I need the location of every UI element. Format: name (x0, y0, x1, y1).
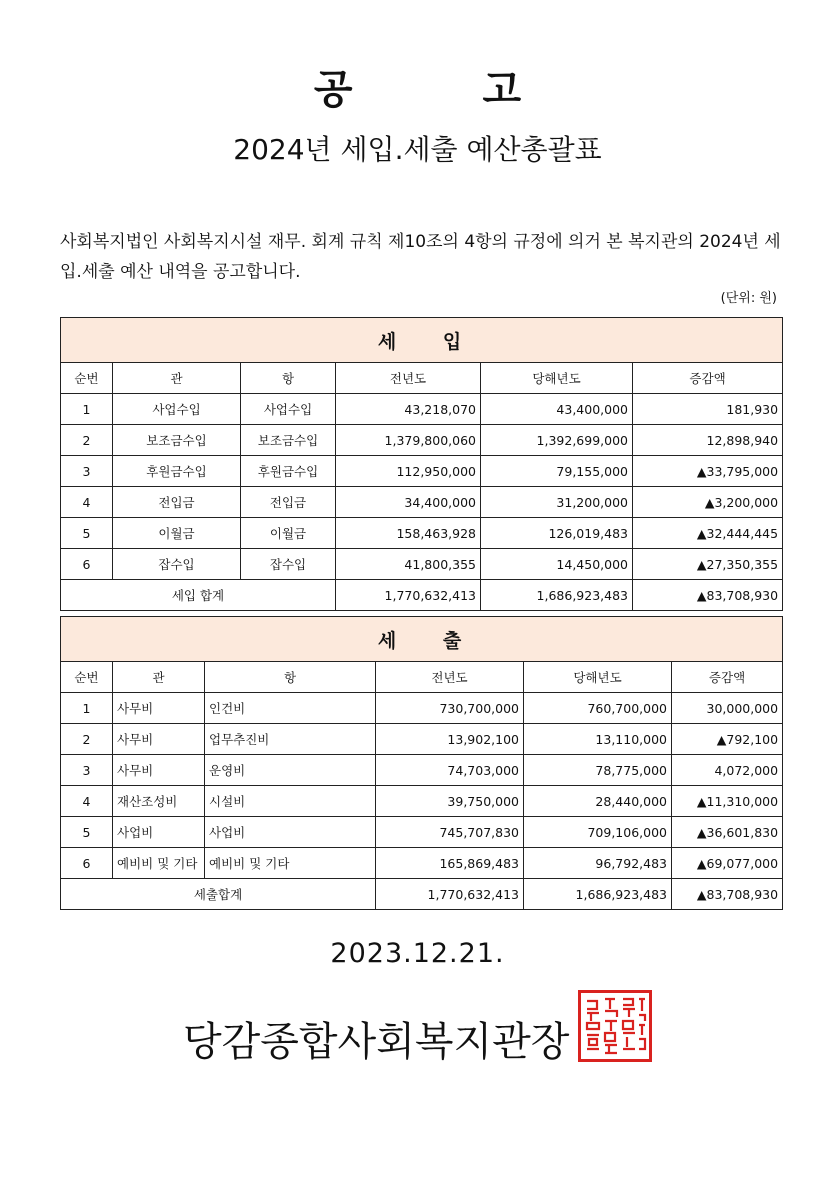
row-current-year: 126,019,483 (481, 518, 633, 549)
document-subtitle: 2024년 세입.세출 예산총괄표 (233, 133, 602, 166)
row-prev-year: 112,950,000 (336, 456, 481, 487)
row-prev-year: 1,379,800,060 (336, 425, 481, 456)
row-number: 6 (61, 549, 113, 580)
revenue-row (61, 425, 783, 456)
row-prev-year: 39,750,000 (376, 786, 524, 817)
row-number: 4 (61, 786, 113, 817)
notice-title: 공 고 (313, 67, 580, 113)
revenue-row (61, 549, 783, 580)
total-cell: 1,770,632,413 (336, 580, 481, 611)
col-header: 관 (113, 363, 241, 394)
organization-name: 당감종합사회복지관장 (183, 1019, 570, 1065)
revenue-section-header: 세 입 (61, 318, 783, 363)
row-change: ▲3,200,000 (633, 487, 783, 518)
col-header: 항 (205, 662, 376, 693)
row-number: 4 (61, 487, 113, 518)
row-gwan: 이월금 (113, 518, 241, 549)
revenue-table (60, 317, 783, 611)
row-hang: 예비비 및 기타 (205, 848, 376, 879)
col-header: 당해년도 (524, 662, 672, 693)
row-number: 6 (61, 848, 113, 879)
row-change: ▲792,100 (672, 724, 783, 755)
total-cell: 1,686,923,483 (524, 879, 672, 910)
row-prev-year: 13,902,100 (376, 724, 524, 755)
row-number: 5 (61, 518, 113, 549)
row-prev-year: 34,400,000 (336, 487, 481, 518)
revenue-total-row (61, 580, 783, 611)
expense-row (61, 693, 783, 724)
row-number: 3 (61, 755, 113, 786)
row-prev-year: 43,218,070 (336, 394, 481, 425)
col-header: 순번 (61, 662, 113, 693)
total-label: 세출합계 (61, 879, 376, 910)
row-hang: 운영비 (205, 755, 376, 786)
row-hang: 사업비 (205, 817, 376, 848)
total-cell: 1,770,632,413 (376, 879, 524, 910)
revenue-row (61, 456, 783, 487)
row-prev-year: 730,700,000 (376, 693, 524, 724)
row-current-year: 31,200,000 (481, 487, 633, 518)
row-hang: 시설비 (205, 786, 376, 817)
row-change: 181,930 (633, 394, 783, 425)
seal-icon (581, 993, 649, 1059)
expense-header-row (61, 662, 783, 693)
total-cell: 1,686,923,483 (481, 580, 633, 611)
row-change: 30,000,000 (672, 693, 783, 724)
row-gwan: 전입금 (113, 487, 241, 518)
row-hang: 이월금 (241, 518, 336, 549)
row-hang: 후원금수입 (241, 456, 336, 487)
total-label: 세입 합계 (61, 580, 336, 611)
row-gwan: 잡수입 (113, 549, 241, 580)
col-header: 증감액 (633, 363, 783, 394)
intro-paragraph: 사회복지법인 사회복지시설 재무. 회계 규칙 제10조의 4항의 규정에 의거 본 복지관의 2024년 세입.세출 예산 내역을 공고합니다. (60, 232, 781, 282)
notice-date: 2023.12.21. (330, 938, 505, 969)
revenue-row (61, 394, 783, 425)
row-change: 12,898,940 (633, 425, 783, 456)
col-header: 항 (241, 363, 336, 394)
expense-total-row (61, 879, 783, 910)
expense-row (61, 817, 783, 848)
row-change: ▲33,795,000 (633, 456, 783, 487)
expense-row (61, 786, 783, 817)
row-hang: 보조금수입 (241, 425, 336, 456)
total-cell: ▲83,708,930 (672, 879, 783, 910)
row-number: 2 (61, 724, 113, 755)
total-cell: ▲83,708,930 (633, 580, 783, 611)
row-number: 1 (61, 693, 113, 724)
row-current-year: 96,792,483 (524, 848, 672, 879)
row-gwan: 재산조성비 (113, 786, 205, 817)
row-hang: 잡수입 (241, 549, 336, 580)
row-change: ▲11,310,000 (672, 786, 783, 817)
row-current-year: 1,392,699,000 (481, 425, 633, 456)
col-header: 증감액 (672, 662, 783, 693)
col-header: 당해년도 (481, 363, 633, 394)
col-header: 관 (113, 662, 205, 693)
row-current-year: 13,110,000 (524, 724, 672, 755)
row-change: ▲32,444,445 (633, 518, 783, 549)
row-hang: 업무추진비 (205, 724, 376, 755)
row-hang: 사업수입 (241, 394, 336, 425)
row-number: 1 (61, 394, 113, 425)
row-gwan: 후원금수입 (113, 456, 241, 487)
row-hang: 전입금 (241, 487, 336, 518)
expense-row (61, 755, 783, 786)
expense-row (61, 724, 783, 755)
row-gwan: 사업비 (113, 817, 205, 848)
unit-label: (단위: 원) (720, 291, 777, 306)
row-number: 5 (61, 817, 113, 848)
expense-section-header: 세 출 (61, 617, 783, 662)
row-hang: 인건비 (205, 693, 376, 724)
row-current-year: 78,775,000 (524, 755, 672, 786)
row-prev-year: 74,703,000 (376, 755, 524, 786)
row-gwan: 사무비 (113, 693, 205, 724)
expense-row (61, 848, 783, 879)
row-change: 4,072,000 (672, 755, 783, 786)
row-prev-year: 158,463,928 (336, 518, 481, 549)
expense-table (60, 616, 783, 910)
row-gwan: 사업수입 (113, 394, 241, 425)
row-number: 2 (61, 425, 113, 456)
row-gwan: 사무비 (113, 724, 205, 755)
row-gwan: 예비비 및 기타 (113, 848, 205, 879)
row-prev-year: 745,707,830 (376, 817, 524, 848)
row-current-year: 760,700,000 (524, 693, 672, 724)
row-gwan: 사무비 (113, 755, 205, 786)
col-header: 전년도 (336, 363, 481, 394)
revenue-row (61, 487, 783, 518)
row-number: 3 (61, 456, 113, 487)
col-header: 순번 (61, 363, 113, 394)
row-change: ▲69,077,000 (672, 848, 783, 879)
row-prev-year: 165,869,483 (376, 848, 524, 879)
row-current-year: 43,400,000 (481, 394, 633, 425)
revenue-row (61, 518, 783, 549)
col-header: 전년도 (376, 662, 524, 693)
row-current-year: 79,155,000 (481, 456, 633, 487)
row-gwan: 보조금수입 (113, 425, 241, 456)
row-prev-year: 41,800,355 (336, 549, 481, 580)
row-current-year: 28,440,000 (524, 786, 672, 817)
row-change: ▲27,350,355 (633, 549, 783, 580)
official-seal-stamp (578, 990, 652, 1062)
row-current-year: 14,450,000 (481, 549, 633, 580)
row-change: ▲36,601,830 (672, 817, 783, 848)
revenue-header-row (61, 363, 783, 394)
row-current-year: 709,106,000 (524, 817, 672, 848)
